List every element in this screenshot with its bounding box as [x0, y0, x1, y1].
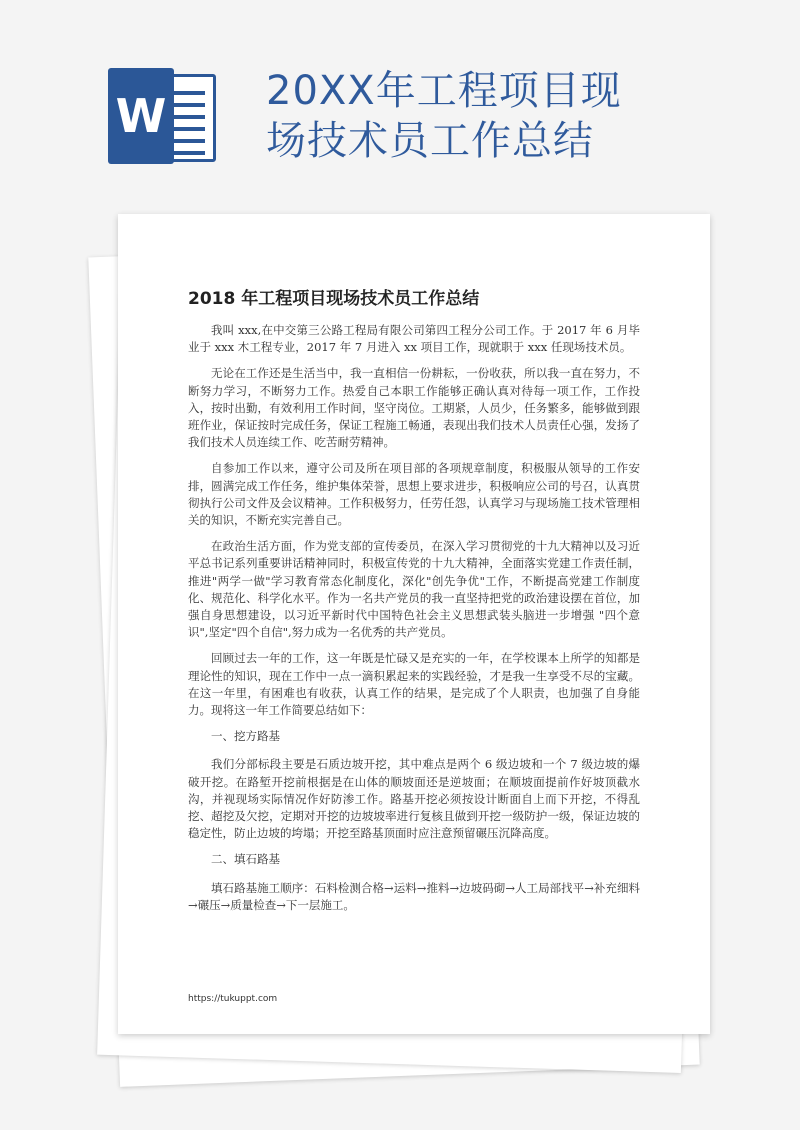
section-heading: 二、填石路基 [211, 852, 280, 867]
paragraph: 填石路基施工顺序：石料检测合格→运料→推料→边坡码砌→人工局部找平→补充细料→碾压→质量检查→下一层施工。 [188, 880, 640, 912]
footer-url: https://tukuppt.com [188, 994, 278, 1004]
banner [0, 0, 800, 200]
section-heading: 一、挖方路基 [211, 729, 280, 744]
word-letter: W [108, 68, 174, 164]
paragraph: 回顾过去一年的工作，这一年既是忙碌又是充实的一年，在学校课本上所学的知都是理论性的知识，现在工作中一点一滴积累起来的实践经验，才是我一生享受不尽的宝藏。在这一年里，有困难也有收获，认真工作的结果，是完成了个人职责，也加强了自身能力。现将这一年工作简要总结如下： [188, 651, 640, 718]
document-page [118, 214, 710, 1034]
paragraph: 在政治生活方面，作为党支部的宣传委员，在深入学习贯彻党的十九大精神以及习近平总书记系列重要讲话精神同时，积极宣传党的十九大精神，全面落实党建工作责任制，推进"两学一做"学习教育常态化制度化，深化"创先争优"工作，不断提高党建工作制度化、规范化、科学化水平。作为一名共产党员的我一直坚持把党的政治建设摆在首位，加强自身思想建设，以习近平新时代中国特色社会主义思想武装头脑进一步增强 "四个意识",坚定"四个自信",努力成为一名优秀的共产党员。 [188, 539, 640, 640]
document-title: 2018 年工程项目现场技术员工作总结 [188, 289, 480, 309]
banner-title [266, 66, 766, 166]
word-icon [108, 68, 220, 164]
banner-title-line2: 场技术员工作总结 [266, 118, 594, 164]
paragraph: 自参加工作以来，遵守公司及所在项目部的各项规章制度，积极服从领导的工作安排，圆满完成工作任务，维护集体荣誉，思想上要求进步，积极响应公司的号召，认真贯彻执行公司文件及会议精神。工作积极努力，任劳任怨，认真学习与现场施工技术管理相关的知识，不断充实完善自己。 [188, 461, 640, 528]
paragraph: 我叫 xxx,在中交第三公路工程局有限公司第四工程分公司工作。于 2017 年 6 月毕业于 xxx 木工程专业，2017 年 7 月进入 xx 项目工作，现就职于 xxx 任现场技术员。 [188, 323, 640, 355]
paragraph: 无论在工作还是生活当中，我一直相信一份耕耘，一份收获，所以我一直在努力，不断努力学习，不断努力工作。热爱自己本职工作能够正确认真对待每一项工作，工作投入，按时出勤，有效利用工作时间，坚守岗位。工期紧，人员少，任务繁多，能够做到跟班作业，保证按时完成任务，保证工程施工畅通，表现出我们技术人员责任心强，发扬了我们技术人员连续工作、吃苦耐劳精神。 [188, 366, 640, 450]
paragraph: 我们分部标段主要是石质边坡开挖，其中难点是两个 6 级边坡和一个 7 级边坡的爆破开挖。在路堑开挖前根据是在山体的顺坡面还是逆坡面；在顺坡面提前作好坡顶截水沟，并视现场实际情况作好防渗工作。路基开挖必须按设计断面自上而下开挖，不得乱挖、超挖及欠挖，定期对开挖的边坡坡率进行复核且做到开挖一级防护一级，保证边坡的稳定性，防止边坡的垮塌；开挖至路基顶面时应注意预留碾压沉降高度。 [188, 757, 640, 841]
banner-title-line1: 20XX年工程项目现 [266, 68, 622, 114]
document-body [188, 322, 640, 923]
